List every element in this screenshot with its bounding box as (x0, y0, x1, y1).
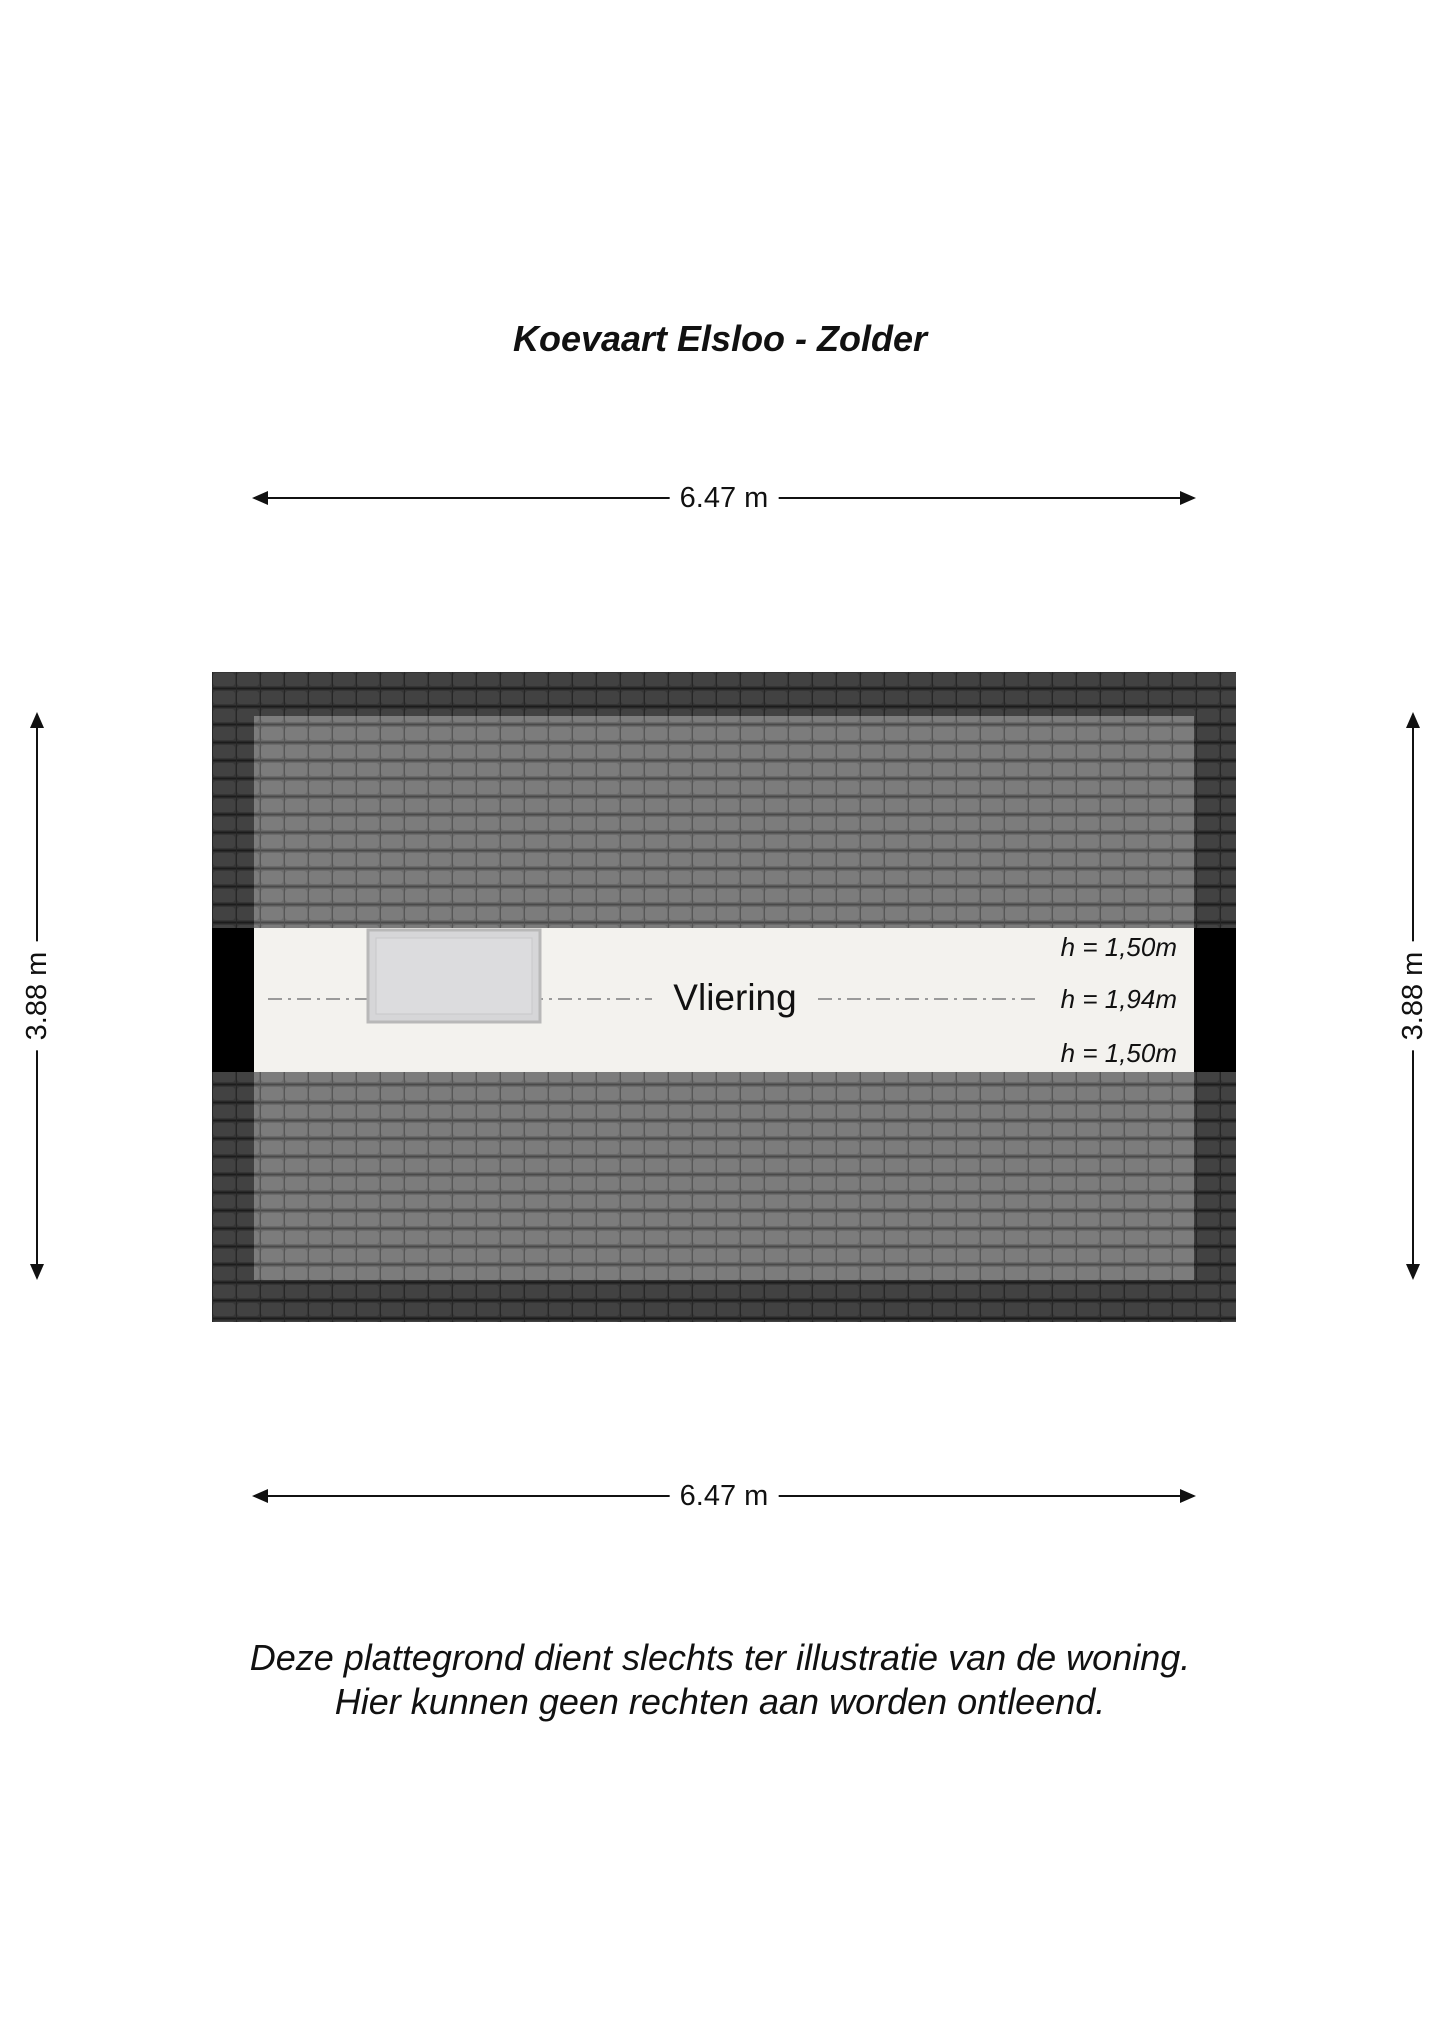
right-depth-dimension (1393, 714, 1433, 1278)
arrow-down-icon (1406, 1264, 1420, 1280)
disclaimer (0, 1636, 1440, 1724)
arrow-left-icon (252, 491, 268, 505)
gable-wall-right (1194, 928, 1236, 1072)
floor-plan (212, 672, 1236, 1322)
skylight-inner (376, 938, 532, 1014)
disclaimer-line-2: Hier kunnen geen rechten aan worden ontleend. (334, 1681, 1106, 1722)
roof-tiles-upper (254, 716, 1194, 928)
height-label-middle: h = 1,94m (1060, 984, 1177, 1014)
arrow-left-icon (252, 1489, 268, 1503)
disclaimer-line-1: Deze plattegrond dient slechts ter illustratie van de woning. (249, 1637, 1191, 1678)
right-depth-label: 3.88 m (1393, 942, 1433, 1051)
room-name: Vliering (673, 977, 797, 1018)
bottom-width-dimension (254, 1476, 1194, 1516)
roof-tiles-lower (254, 1072, 1194, 1280)
plan-title: Koevaart Elsloo - Zolder (512, 318, 928, 359)
bottom-width-label: 6.47 m (670, 1476, 779, 1516)
top-width-dimension (254, 478, 1194, 518)
gable-wall-left (212, 928, 254, 1072)
top-width-label: 6.47 m (670, 478, 779, 518)
arrow-right-icon (1180, 1489, 1196, 1503)
arrow-up-icon (1406, 712, 1420, 728)
arrow-down-icon (30, 1264, 44, 1280)
arrow-up-icon (30, 712, 44, 728)
arrow-right-icon (1180, 491, 1196, 505)
height-label-top: h = 1,50m (1060, 932, 1177, 962)
height-label-bottom: h = 1,50m (1060, 1038, 1177, 1068)
left-depth-label: 3.88 m (17, 942, 57, 1051)
left-depth-dimension (17, 714, 57, 1278)
